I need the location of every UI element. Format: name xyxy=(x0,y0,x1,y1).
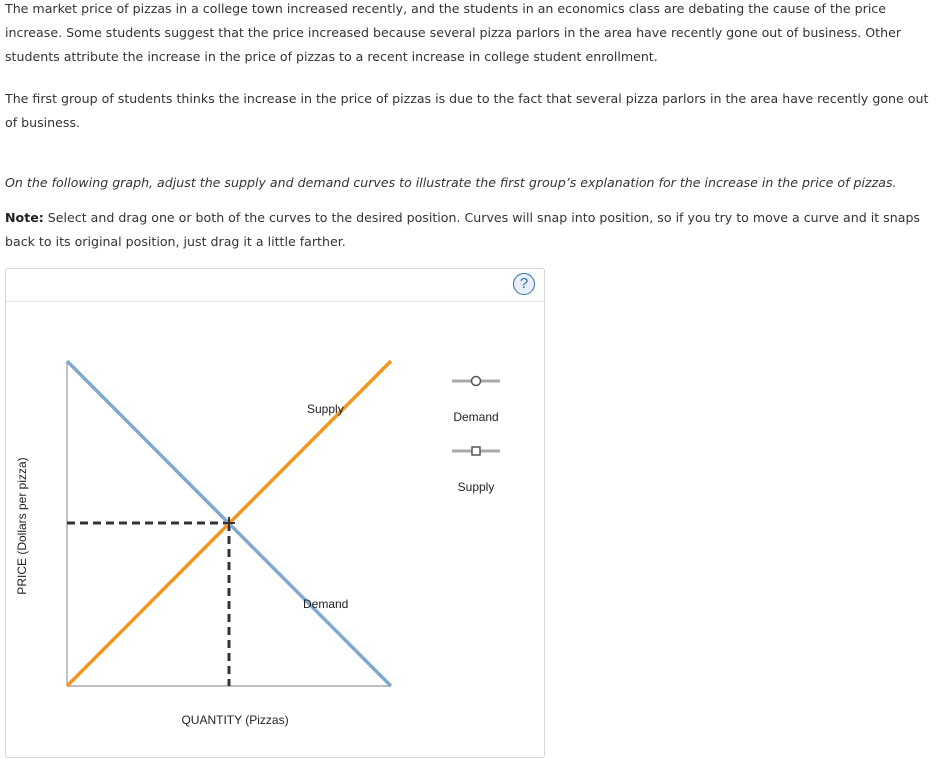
graph-panel xyxy=(5,268,545,758)
legend-demand-tool[interactable] xyxy=(452,377,500,425)
legend-demand-label: Demand xyxy=(453,410,499,424)
note-paragraph xyxy=(5,206,930,254)
circle-marker-icon xyxy=(472,377,481,386)
x-axis-label: QUANTITY (Pizzas) xyxy=(181,713,289,727)
supply-curve-label: Supply xyxy=(307,402,344,416)
note-label: Note: xyxy=(5,210,44,225)
y-axis-label: PRICE (Dollars per pizza) xyxy=(15,457,29,595)
instruction-text: On the following graph, adjust the supply and demand curves to illustrate the first group’s explanation for the increase in the price of pizzas. xyxy=(5,175,897,190)
intro-paragraph-1: The market price of pizzas in a college town increased recently, and the students in an economics class are debating the cause of the price increase. Some students suggest that the price increased because several pizza parlors in the area have recently gone out of business. Other students attribute the increase in the price of pizzas to a recent increase in college student enrollment. xyxy=(5,1,902,64)
help-icon[interactable]: ? xyxy=(513,273,535,295)
legend-supply-label: Supply xyxy=(457,480,495,494)
supply-demand-graph xyxy=(6,269,546,759)
demand-curve-label: Demand xyxy=(303,597,349,611)
legend-supply-tool[interactable] xyxy=(452,447,500,494)
square-marker-icon xyxy=(472,447,480,455)
intro-paragraph-2: The first group of students thinks the increase in the price of pizzas is due to the fact that several pizza parlors in the area have recently gone out of business. xyxy=(5,91,929,130)
note-text: Select and drag one or both of the curves to the desired position. Curves will snap into position, so if you try to move a curve and it snaps back to its original position, just drag it a little farther. xyxy=(5,210,920,249)
